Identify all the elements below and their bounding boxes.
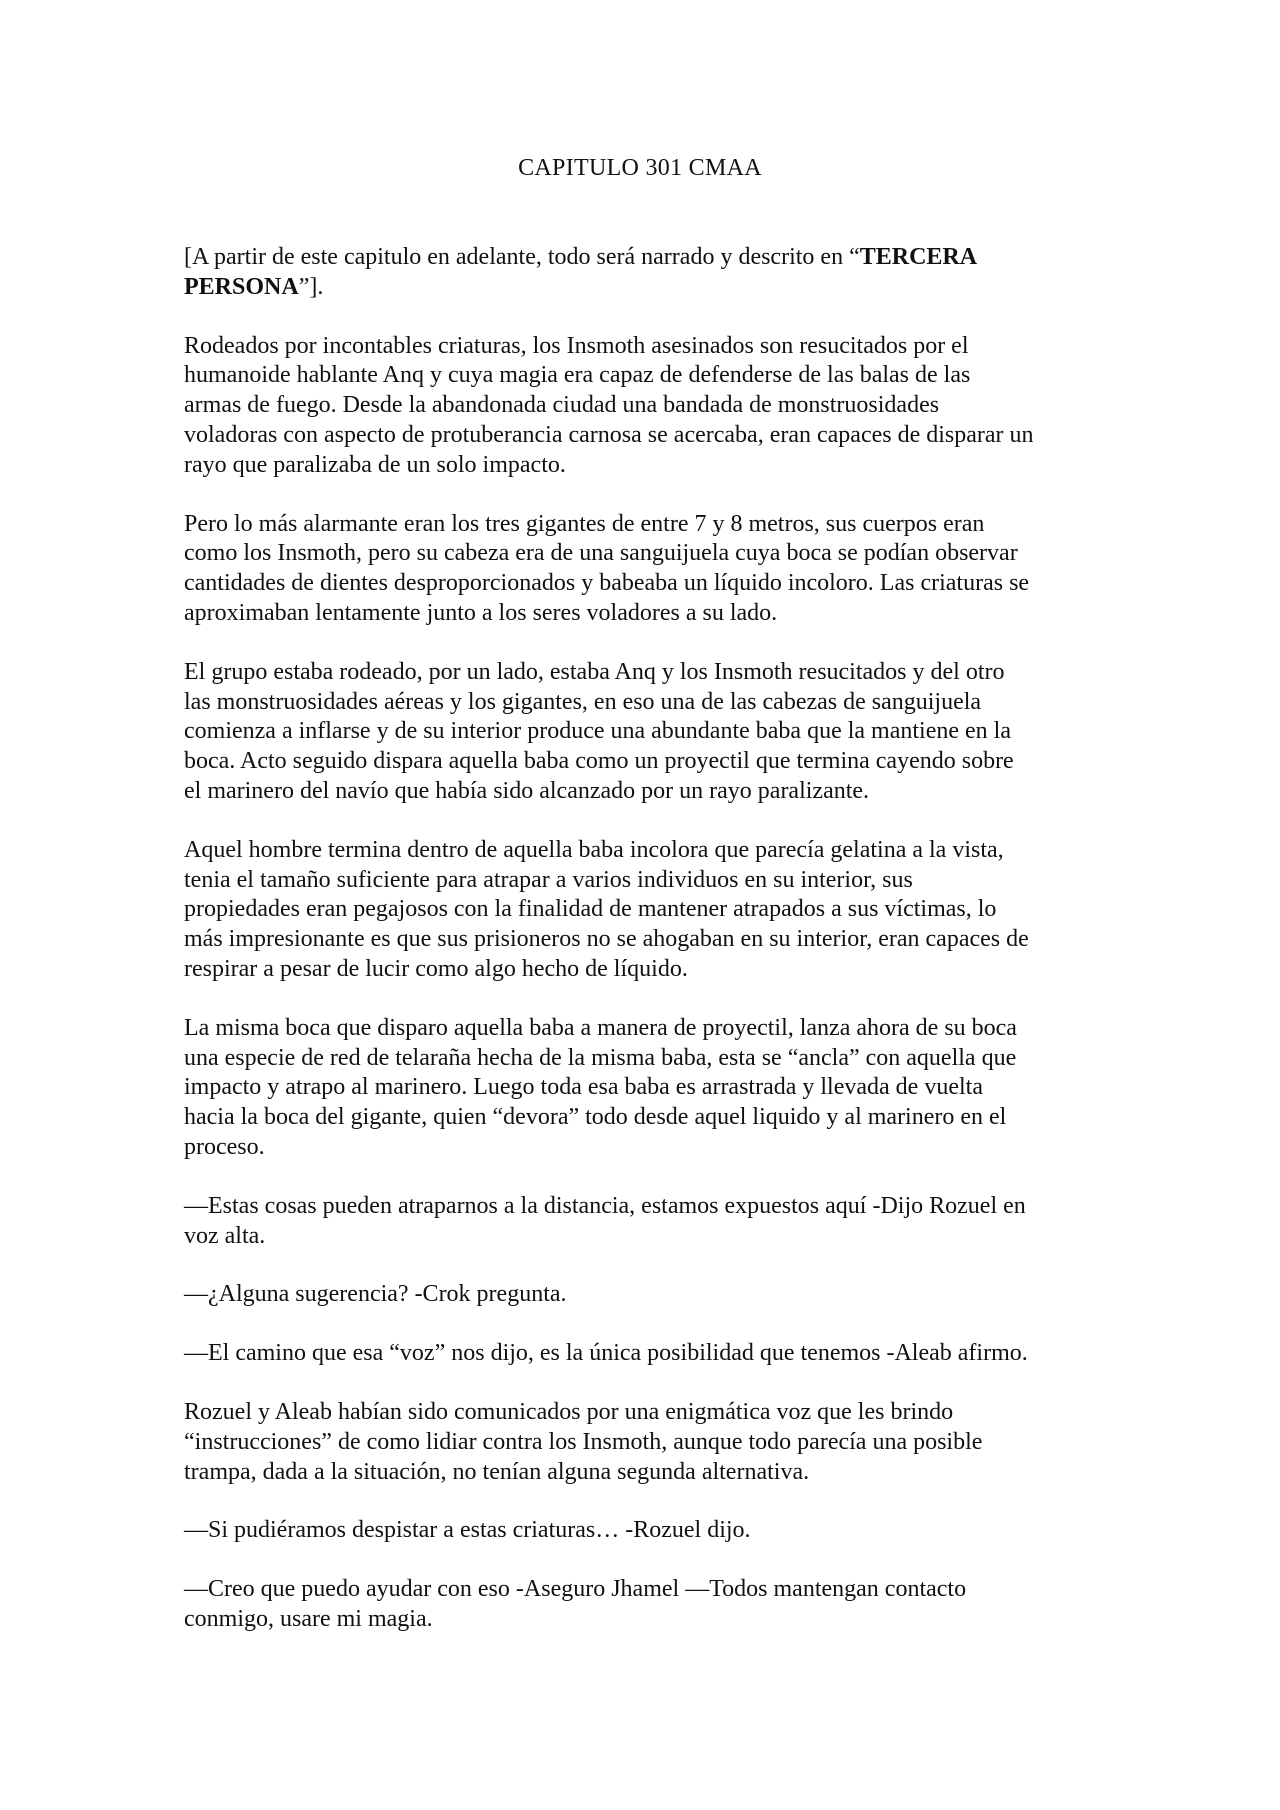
intro-text-end: ”].	[298, 273, 324, 300]
dialogue-aleab: —El camino que esa “voz” nos dijo, es la única posibilidad que tenemos -Aleab afirmo.	[184, 1340, 1028, 1367]
paragraph-5: La misma boca que disparo aquella baba a manera de proyectil, lanza ahora de su boca una especie de red de telaraña hecha de la misma baba, esta se “ancla” con aquella que impacto y atrapo al marinero. Luego toda esa baba es arrastrada y llevada de vuelta hacia la boca del gigante, quien “devora” todo desde aquel liquido y al marinero en el proceso.	[184, 1014, 1017, 1160]
dialogue-rozuel-1: —Estas cosas pueden atraparnos a la distancia, estamos expuestos aquí -Dijo Rozuel en voz alta.	[184, 1192, 1026, 1249]
document-body	[184, 243, 1104, 1664]
paragraph-4: Aquel hombre termina dentro de aquella baba incolora que parecía gelatina a la vista, tenia el tamaño suficiente para atrapar a varios individuos en su interior, sus propiedades eran pegajosos con la finalidad de mantener atrapados a sus víctimas, lo más impresionante es que sus prisioneros no se ahogaban en su interior, eran capaces de respirar a pesar de lucir como algo hecho de líquido.	[184, 836, 1029, 982]
paragraph-3: El grupo estaba rodeado, por un lado, estaba Anq y los Insmoth resucitados y del otro las monstruosidades aéreas y los gigantes, en eso una de las cabezas de sanguijuela comienza a inflarse y de su interior produce una abundante baba que la mantiene en la boca. Acto seguido dispara aquella baba como un proyectil que termina cayendo sobre el marinero del navío que había sido alcanzado por un rayo paralizante.	[184, 658, 1014, 804]
dialogue-rozuel-2: —Si pudiéramos despistar a estas criaturas… -Rozuel dijo.	[184, 1517, 751, 1544]
paragraph-2: Pero lo más alarmante eran los tres gigantes de entre 7 y 8 metros, sus cuerpos eran como los Insmoth, pero su cabeza era de una sanguijuela cuya boca se podían observar cantidades de dientes desproporcionados y babeaba un líquido incoloro. Las criaturas se aproximaban lentamente junto a los seres voladores a su lado.	[184, 510, 1030, 626]
paragraph-6: Rozuel y Aleab habían sido comunicados por una enigmática voz que les brindo “instrucciones” de como lidiar contra los Insmoth, aunque todo parecía una posible trampa, dada a la situación, no tenían alguna segunda alternativa.	[184, 1398, 983, 1485]
intro-paragraph	[184, 243, 1104, 303]
intro-bold-tercera: TERCERA	[859, 244, 978, 270]
dialogue-crok: —¿Alguna sugerencia? -Crok pregunta.	[184, 1281, 567, 1308]
dialogue-jhamel: —Creo que puedo ayudar con eso -Aseguro Jhamel —Todos mantengan contacto conmigo, usare mi magia.	[184, 1576, 967, 1632]
page-title: CAPITULO 301 CMAA	[518, 155, 762, 181]
paragraph-1: Rodeados por incontables criaturas, los Insmoth asesinados son resucitados por el humanoide hablante Anq y cuya magia era capaz de defenderse de las balas de las armas de fuego. Desde la abandonada ciudad una bandada de monstruosidades voladoras con aspecto de protuberancia carnosa se acercaba, eran capaces de disparar un rayo que paralizaba de un solo impacto.	[184, 332, 1034, 478]
intro-bold-persona: PERSONA	[184, 273, 299, 300]
intro-text-start: [A partir de este capitulo en adelante, todo será narrado y descrito en “	[184, 244, 860, 270]
